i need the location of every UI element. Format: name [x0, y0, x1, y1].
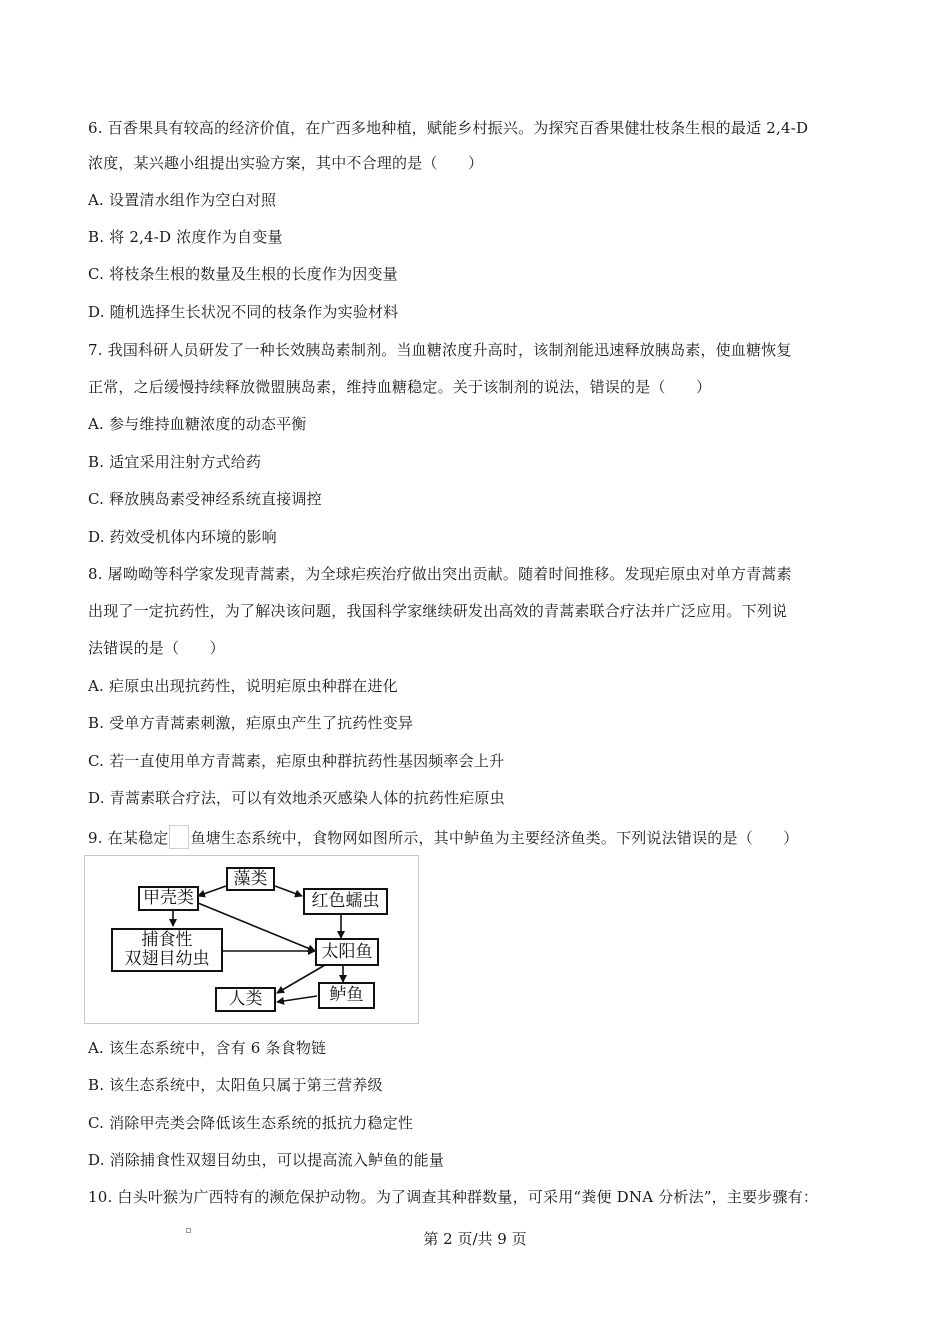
q6-option-c: C. 将枝条生根的数量及生根的长度作为因变量: [88, 265, 398, 283]
q8-option-a: A. 疟原虫出现抗药性，说明疟原虫种群在进化: [88, 677, 398, 695]
blank-placeholder-box: [169, 825, 189, 849]
q7-stem-line-2: 正常，之后缓慢持续释放微盟胰岛素，维持血糖稳定。关于该制剂的说法，错误的是（ ）: [88, 378, 712, 396]
q7-option-a: A. 参与维持血糖浓度的动态平衡: [88, 415, 307, 433]
node-sunfish-label: 太阳鱼: [321, 941, 373, 962]
node-bloodworm: [303, 888, 388, 915]
q8-stem-line-2: 出现了一定抗药性，为了解决该问题，我国科学家继续研发出高效的青蒿素联合疗法并广泛应用。下列说: [88, 602, 788, 620]
node-crustacean: [138, 886, 199, 911]
node-sunfish: [315, 938, 379, 966]
node-bloodworm-label: 红色蠕虫: [311, 891, 380, 911]
q9-stem: [88, 825, 799, 849]
node-predatory-dipteran-larva: [111, 928, 223, 972]
node-larva-label-line2: 双翅目幼虫: [124, 949, 210, 969]
q9-stem-before: 9. 在某稳定: [88, 829, 169, 847]
q8-option-c: C. 若一直使用单方青蒿素，疟原虫种群抗药性基因频率会上升: [88, 752, 505, 770]
node-human: [215, 987, 276, 1012]
q9-option-b: B. 该生态系统中，太阳鱼只属于第三营养级: [88, 1076, 383, 1094]
food-web-diagram: [84, 855, 419, 1024]
node-perch: [318, 982, 375, 1009]
node-crustacean-label: 甲壳类: [143, 888, 194, 908]
node-human-label: 人类: [228, 989, 263, 1009]
page-number: 第 2 页/共 9 页: [423, 1230, 527, 1248]
node-perch-label: 鲈鱼: [329, 985, 364, 1005]
node-algae: [226, 867, 275, 891]
q9-option-d: D. 消除捕食性双翅目幼虫，可以提高流入鲈鱼的能量: [88, 1151, 445, 1169]
q9-stem-after: 鱼塘生态系统中，食物网如图所示，其中鲈鱼为主要经济鱼类。下列说法错误的是（ ）: [190, 829, 799, 847]
node-larva-label-line1: 捕食性: [141, 930, 193, 950]
q8-stem-line-3: 法错误的是（ ）: [88, 639, 225, 657]
q7-stem-line-1: 7. 我国科研人员研发了一种长效胰岛素制剂。当血糖浓度升高时，该制剂能迅速释放胰岛素，使血糖恢复: [88, 341, 792, 359]
q6-option-b: B. 将 2,4-D 浓度作为自变量: [88, 228, 283, 246]
q8-option-b: B. 受单方青蒿素刺激，疟原虫产生了抗药性变异: [88, 714, 414, 732]
q9-option-c: C. 消除甲壳类会降低该生态系统的抵抗力稳定性: [88, 1114, 414, 1132]
node-algae-label: 藻类: [233, 868, 268, 889]
q7-option-d: D. 药效受机体内环境的影响: [88, 528, 277, 546]
q10-stem-line-1: 10. 白头叶猴为广西特有的濒危保护动物。为了调查其种群数量，可采用“粪便 DNA 分析法”，主要步骤有：: [88, 1188, 819, 1206]
q9-option-a: A. 该生态系统中，含有 6 条食物链: [88, 1039, 327, 1057]
q8-stem-line-1: 8. 屠呦呦等科学家发现青蒿素，为全球疟疾治疗做出突出贡献。随着时间推移。发现疟原虫对单方青蒿素: [88, 565, 792, 583]
q7-option-b: B. 适宜采用注射方式给药: [88, 453, 262, 471]
q6-option-d: D. 随机选择生长状况不同的枝条作为实验材料: [88, 303, 399, 321]
q8-option-d: D. 青蒿素联合疗法，可以有效地杀灭感染人体的抗药性疟原虫: [88, 789, 505, 807]
q6-stem-line-2: 浓度，某兴趣小组提出实验方案，其中不合理的是（ ）: [88, 154, 484, 172]
q6-option-a: A. 设置清水组作为空白对照: [88, 191, 277, 209]
q6-stem-line-1: 6. 百香果具有较高的经济价值，在广西多地种植，赋能乡村振兴。为探究百香果健壮枝条生根的最适 2,4-D: [88, 119, 809, 137]
q7-option-c: C. 释放胰岛素受神经系统直接调控: [88, 490, 322, 508]
